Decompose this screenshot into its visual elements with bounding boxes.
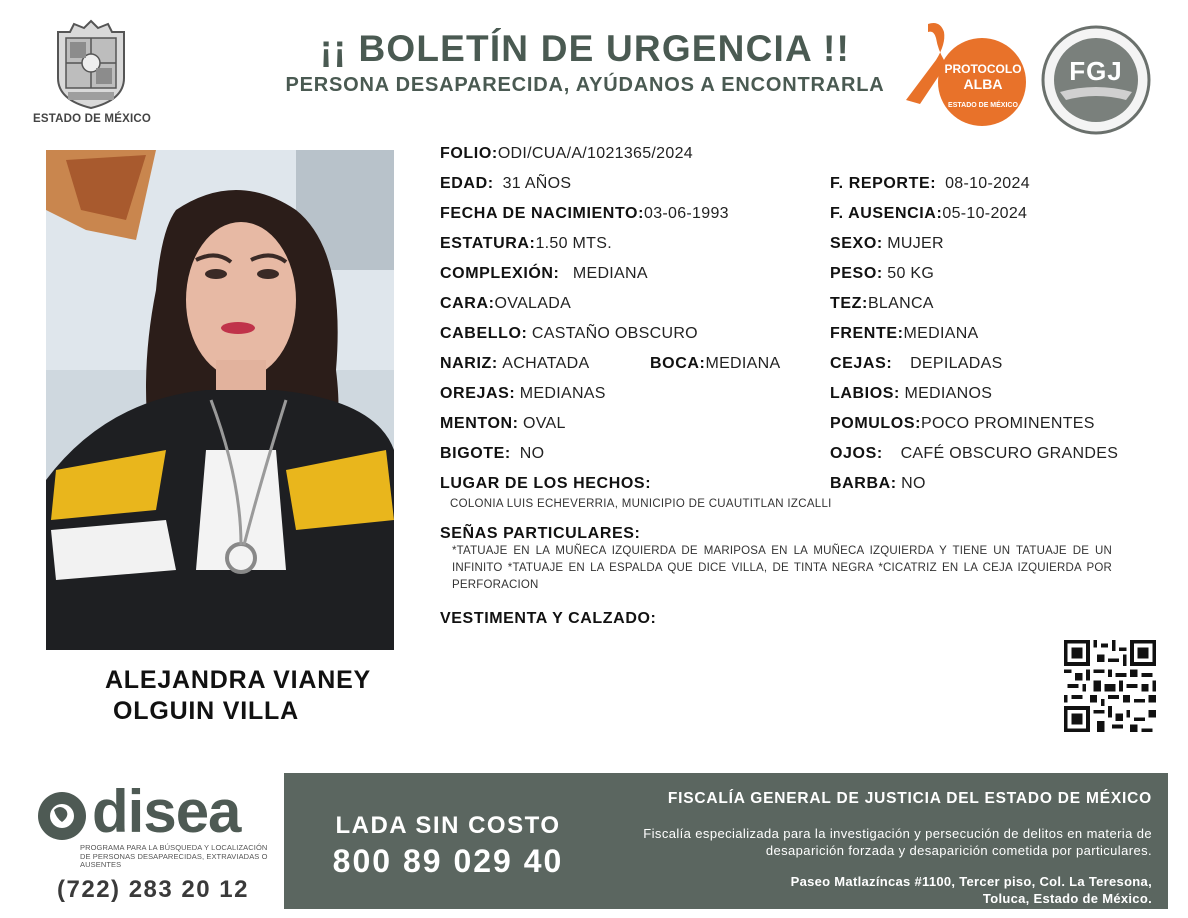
field-ausencia bbox=[830, 205, 1027, 223]
protocolo-alba-logo bbox=[900, 20, 1030, 132]
field-value: OVALADA bbox=[494, 295, 572, 312]
senas-label bbox=[440, 525, 640, 543]
field-reporte bbox=[830, 175, 1030, 193]
field-orejas bbox=[440, 385, 606, 403]
field-value: BLANCA bbox=[867, 295, 934, 312]
field-value: 50 KG bbox=[887, 265, 935, 282]
field-barba bbox=[830, 475, 926, 493]
field-menton bbox=[440, 415, 566, 433]
field-label: SEÑAS PARTICULARES: bbox=[440, 525, 641, 542]
field-label: CABELLO: bbox=[440, 325, 528, 342]
field-lugar-value: COLONIA LUIS ECHEVERRIA, MUNICIPIO DE CUAUTITLAN IZCALLI bbox=[450, 498, 832, 510]
fgj-text: FGJ bbox=[1069, 56, 1123, 86]
field-peso bbox=[830, 265, 934, 283]
field-frente bbox=[830, 325, 979, 343]
field-value: MEDIANA bbox=[572, 265, 648, 282]
field-ojos bbox=[830, 445, 1118, 463]
field-value: MEDIANAS bbox=[519, 385, 606, 402]
field-value: DEPILADAS bbox=[910, 355, 1003, 372]
field-label: TEZ: bbox=[830, 295, 868, 312]
qr-code-icon[interactable] bbox=[1064, 640, 1156, 732]
field-value: 08-10-2024 bbox=[945, 175, 1030, 192]
field-value: 05-10-2024 bbox=[942, 205, 1028, 222]
field-value: NO bbox=[519, 445, 545, 462]
field-value: CAFÉ OBSCURO GRANDES bbox=[900, 445, 1119, 462]
missing-person-photo bbox=[46, 150, 394, 650]
field-value: MEDIANOS bbox=[904, 385, 993, 402]
field-label: BARBA: bbox=[830, 475, 897, 492]
field-label: CEJAS: bbox=[830, 355, 893, 372]
field-cejas bbox=[830, 355, 1003, 373]
odisea-brand: disea bbox=[92, 778, 241, 845]
vestimenta-label bbox=[440, 610, 656, 628]
field-nacimiento bbox=[440, 205, 729, 223]
fiscalia-description: Fiscalía especializada para la investigación y persecución de delitos en materia de desaparición forzada y desaparición cometida por particulares. bbox=[643, 826, 1152, 858]
field-value: POCO PROMINENTES bbox=[921, 415, 1095, 432]
field-value: 31 AÑOS bbox=[502, 175, 572, 192]
odisea-phone[interactable]: (722) 283 20 12 bbox=[57, 876, 249, 903]
fiscalia-address bbox=[600, 873, 1152, 907]
field-folio bbox=[440, 145, 693, 163]
field-boca bbox=[650, 355, 780, 373]
field-lugar-label bbox=[440, 475, 651, 493]
field-label: FOLIO: bbox=[440, 145, 498, 162]
field-label: PESO: bbox=[830, 265, 883, 282]
field-label: EDAD: bbox=[440, 175, 494, 192]
field-labios bbox=[830, 385, 992, 403]
field-cabello bbox=[440, 325, 698, 343]
odisea-description: PROGRAMA PARA LA BÚSQUEDA Y LOCALIZACIÓN DE PERSONAS DESAPARECIDAS, EXTRAVIADAS O AUSENTES bbox=[80, 843, 268, 869]
field-label: BIGOTE: bbox=[440, 445, 511, 462]
field-nariz bbox=[440, 355, 589, 373]
field-edad bbox=[440, 175, 571, 193]
field-estatura bbox=[440, 235, 612, 253]
person-name-line2: OLGUIN VILLA bbox=[113, 697, 299, 725]
field-value: ACHATADA bbox=[502, 355, 590, 372]
field-value: MUJER bbox=[887, 235, 944, 252]
bulletin-title: ¡¡ BOLETÍN DE URGENCIA !! bbox=[319, 28, 851, 69]
field-label: F. AUSENCIA: bbox=[830, 205, 943, 222]
field-value: CASTAÑO OBSCURO bbox=[531, 325, 698, 342]
lada-phone[interactable]: 800 89 029 40 bbox=[332, 843, 564, 879]
field-bigote bbox=[440, 445, 544, 463]
field-value: NO bbox=[901, 475, 926, 492]
alba-line3: ESTADO DE MÉXICO bbox=[948, 102, 1018, 109]
field-label: ESTATURA: bbox=[440, 235, 536, 252]
field-value: MEDIANA bbox=[903, 325, 979, 342]
field-label: LABIOS: bbox=[830, 385, 900, 402]
field-label: OJOS: bbox=[830, 445, 883, 462]
field-value: 1.50 MTS. bbox=[535, 235, 612, 252]
field-cara bbox=[440, 295, 571, 313]
field-label: LUGAR DE LOS HECHOS: bbox=[440, 475, 652, 492]
bulletin-subtitle: PERSONA DESAPARECIDA, AYÚDANOS A ENCONTRARLA bbox=[285, 74, 885, 96]
field-value: OVAL bbox=[523, 415, 566, 432]
field-label: BOCA: bbox=[650, 355, 706, 372]
fgj-logo bbox=[1040, 24, 1152, 136]
field-label: F. REPORTE: bbox=[830, 175, 937, 192]
field-tez bbox=[830, 295, 934, 313]
field-label: COMPLEXIÓN: bbox=[440, 265, 560, 282]
address-line1: Paseo Matlazíncas #1100, Tercer piso, Col. La Teresona, bbox=[790, 874, 1152, 889]
alba-line2: ALBA bbox=[963, 76, 1003, 92]
field-value: MEDIANA bbox=[705, 355, 781, 372]
field-label: FRENTE: bbox=[830, 325, 904, 342]
field-label: MENTON: bbox=[440, 415, 519, 432]
field-label: POMULOS: bbox=[830, 415, 922, 432]
address-line2: Toluca, Estado de México. bbox=[982, 891, 1152, 906]
field-label: CARA: bbox=[440, 295, 495, 312]
field-complexion bbox=[440, 265, 648, 283]
estado-de-mexico-coat-of-arms-icon bbox=[46, 18, 136, 110]
person-name-line1: ALEJANDRA VIANEY bbox=[104, 666, 372, 694]
alba-line1: PROTOCOLO bbox=[944, 62, 1022, 76]
lada-sin-costo-label: LADA SIN COSTO bbox=[335, 812, 561, 839]
fiscalia-title: FISCALÍA GENERAL DE JUSTICIA DEL ESTADO DE MÉXICO bbox=[667, 790, 1152, 807]
field-label: SEXO: bbox=[830, 235, 883, 252]
field-sexo bbox=[830, 235, 944, 253]
field-pomulos bbox=[830, 415, 1095, 433]
field-value: ODI/CUA/A/1021365/2024 bbox=[497, 145, 693, 162]
senas-text: *TATUAJE EN LA MUÑECA IZQUIERDA DE MARIPOSA EN LA MUÑECA IZQUIERDA Y TIENE UN TATUAJE DE UN INFINITO *TATUAJE EN LA ESPALDA QUE DICE VILLA, DE TINTA NEGRA *CICATRIZ EN LA CEJA IZQUIERDA POR PERFORACION bbox=[452, 545, 1112, 591]
field-label: NARIZ: bbox=[440, 355, 498, 372]
state-label: ESTADO DE MÉXICO bbox=[33, 113, 151, 125]
field-label: FECHA DE NACIMIENTO: bbox=[440, 205, 644, 222]
field-value: 03-06-1993 bbox=[644, 205, 729, 222]
field-label: OREJAS: bbox=[440, 385, 516, 402]
field-label: VESTIMENTA Y CALZADO: bbox=[440, 610, 657, 627]
